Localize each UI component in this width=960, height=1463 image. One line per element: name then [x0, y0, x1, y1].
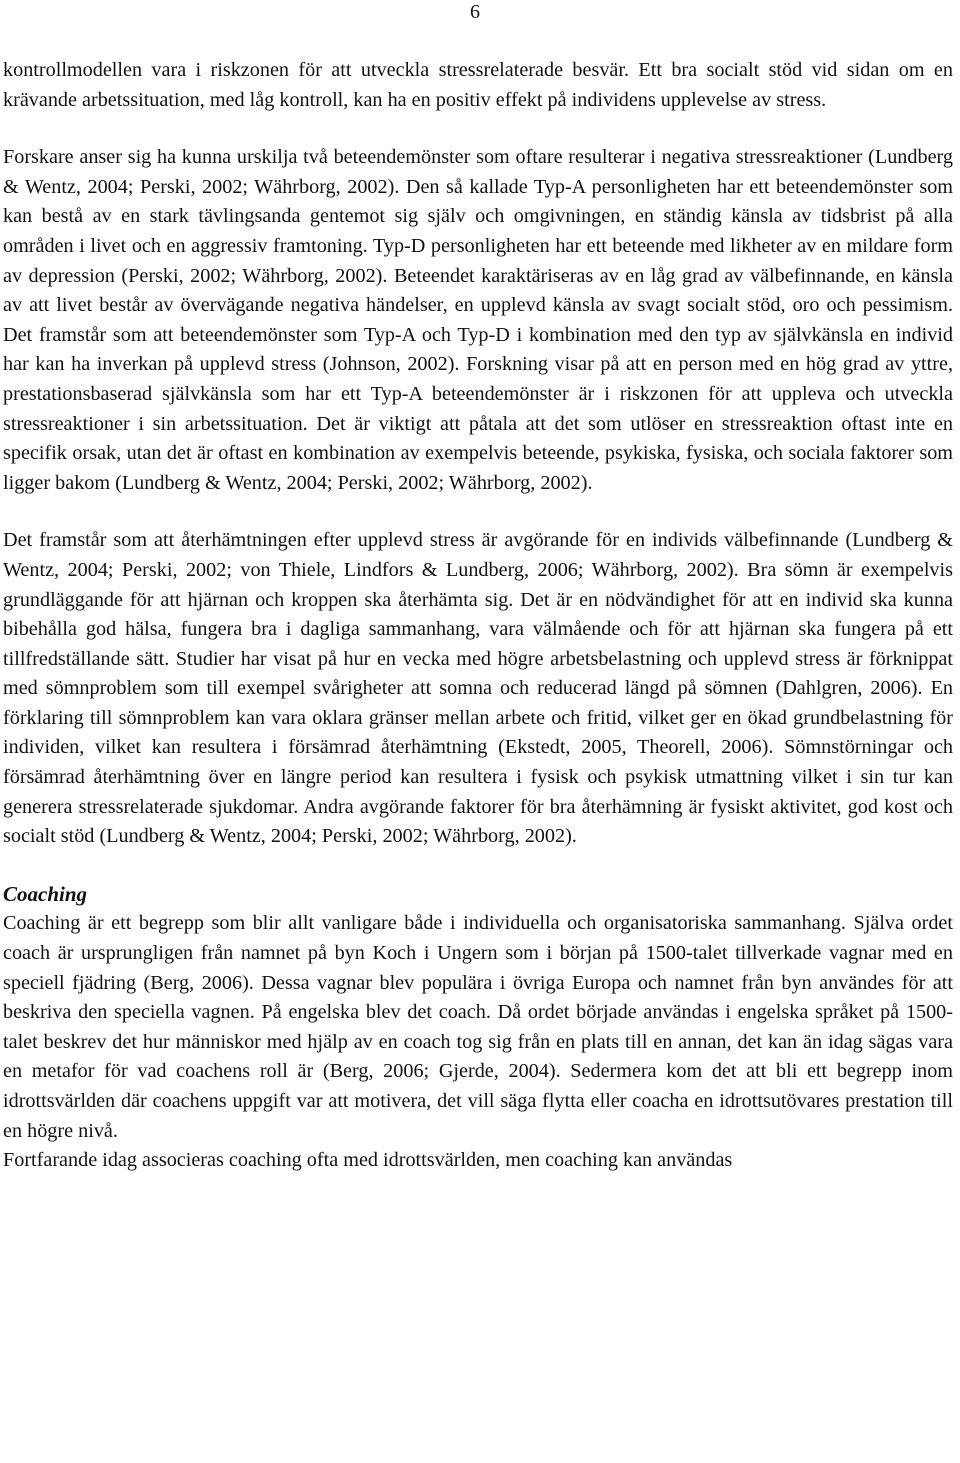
paragraph-behaviour-patterns: Forskare anser sig ha kunna urskilja två beteendemönster som oftare resulterar i negativa stressreaktioner (Lundberg & Wentz, 2004; Perski, 2002; Währborg, 2002). Den så kallade Typ-A personligheten har ett beteendemönster som kan bestå av en stark tävlingsanda gentemot sig själv och omgivningen, en ständig känsla av tidsbrist på alla områden i livet och en aggressiv framtoning. Typ-D personligheten har ett beteende med likheter av en mildare form av depression (Perski, 2002; Währborg, 2002). Beteendet karaktäriseras av en låg grad av välbefinnande, en känsla av att livet består av övervägande negativa händelser, en upplevd känsla av svagt socialt stöd, oro och pessimism. Det framstår som att beteendemönster som Typ-A och Typ-D i kombination med den typ av självkänsla en individ har kan ha inverkan på upplevd stress (Johnson, 2002). Forskning visar på att en person med en hög grad av yttre, prestationsbaserad självkänsla som har ett Typ-A beteendemönster är i riskzonen för att uppleva och utveckla stressreaktioner i sin arbetssituation. Det är viktigt att påtala att det som utlöser en stressreaktion oftast inte en specifik orsak, utan det är oftast en kombination av exempelvis beteende, psykiska, fysiska, och sociala faktorer som ligger bakom (Lundberg & Wentz, 2004; Perski, 2002; Währborg, 2002). [3, 146, 953, 494]
document-body [3, 56, 953, 1176]
page-number: 6 [470, 1, 480, 23]
section-heading-coaching: Coaching [3, 881, 88, 906]
paragraph-spacer [3, 852, 953, 880]
paragraph-stress-control: kontrollmodellen vara i riskzonen för att utveckla stressrelaterade besvär. Ett bra socialt stöd vid sidan om en krävande arbetssituation, med låg kontroll, kan ha en positiv effekt på individens upplevelse av stress. [3, 59, 953, 111]
paragraph-spacer [3, 115, 953, 143]
paragraph-recovery: Det framstår som att återhämtningen efter upplevd stress är avgörande för en individs välbefinnande (Lundberg & Wentz, 2004; Perski, 2002; von Thiele, Lindfors & Lundberg, 2006; Währborg, 2002). Bra sömn är exempelvis grundläggande för att hjärnan och kroppen ska återhämta sig. Det är en nödvändighet för att en individ ska kunna bibehålla god hälsa, fungera bra i dagliga sammanhang, vara välmående och för att hjärnan ska fungera på ett tillfredställande sätt. Studier har visat på hur en vecka med högre arbetsbelastning och upplevd stress är förknippat med sömnproblem som till exempel svårigheter att somna och reducerad längd på sömnen (Dahlgren, 2006). En förklaring till sömnproblem kan vara oklara gränser mellan arbete och fritid, vilket ger en ökad grundbelastning för individen, vilket kan resultera i försämrad återhämtning (Ekstedt, 2005, Theorell, 2006). Sömnstörningar och försämrad återhämtning över en längre period kan resultera i fysisk och psykisk utmattning vilket i sin tur kan generera stressrelaterade sjukdomar. Andra avgörande faktorer för bra återhämning är fysiskt aktivitet, god kost och socialt stöd (Lundberg & Wentz, 2004; Perski, 2002; Währborg, 2002). [3, 529, 953, 848]
paragraph-spacer [3, 498, 953, 526]
paragraph-coaching-continued: Fortfarande idag associeras coaching ofta med idrottsvärlden, men coaching kan användas [3, 1149, 733, 1172]
paragraph-coaching-origin: Coaching är ett begrepp som blir allt vanligare både i individuella och organisatoriska sammanhang. Själva ordet coach är ursprungligen från namnet på byn Koch i Ungern som i början på 1500-talet tillverkade vagnar med en speciell fjädring (Berg, 2006). Dessa vagnar blev populära i övriga Europa och namnet från byn användes för att beskriva den speciella vagnen. På engelska blev det coach. Då ordet började användas i engelska språket på 1500-talet beskrev det hur människor med hjälp av en coach tog sig från en plats till en annan, det kan än idag sägas vara en metafor för vad coachens roll är (Berg, 2006; Gjerde, 2004). Sedermera kom det att bli ett begrepp inom idrottsvärlden där coachens uppgift var att motivera, det vill säga flytta eller coacha en idrottsutövares prestation till en högre nivå. [3, 912, 953, 1142]
